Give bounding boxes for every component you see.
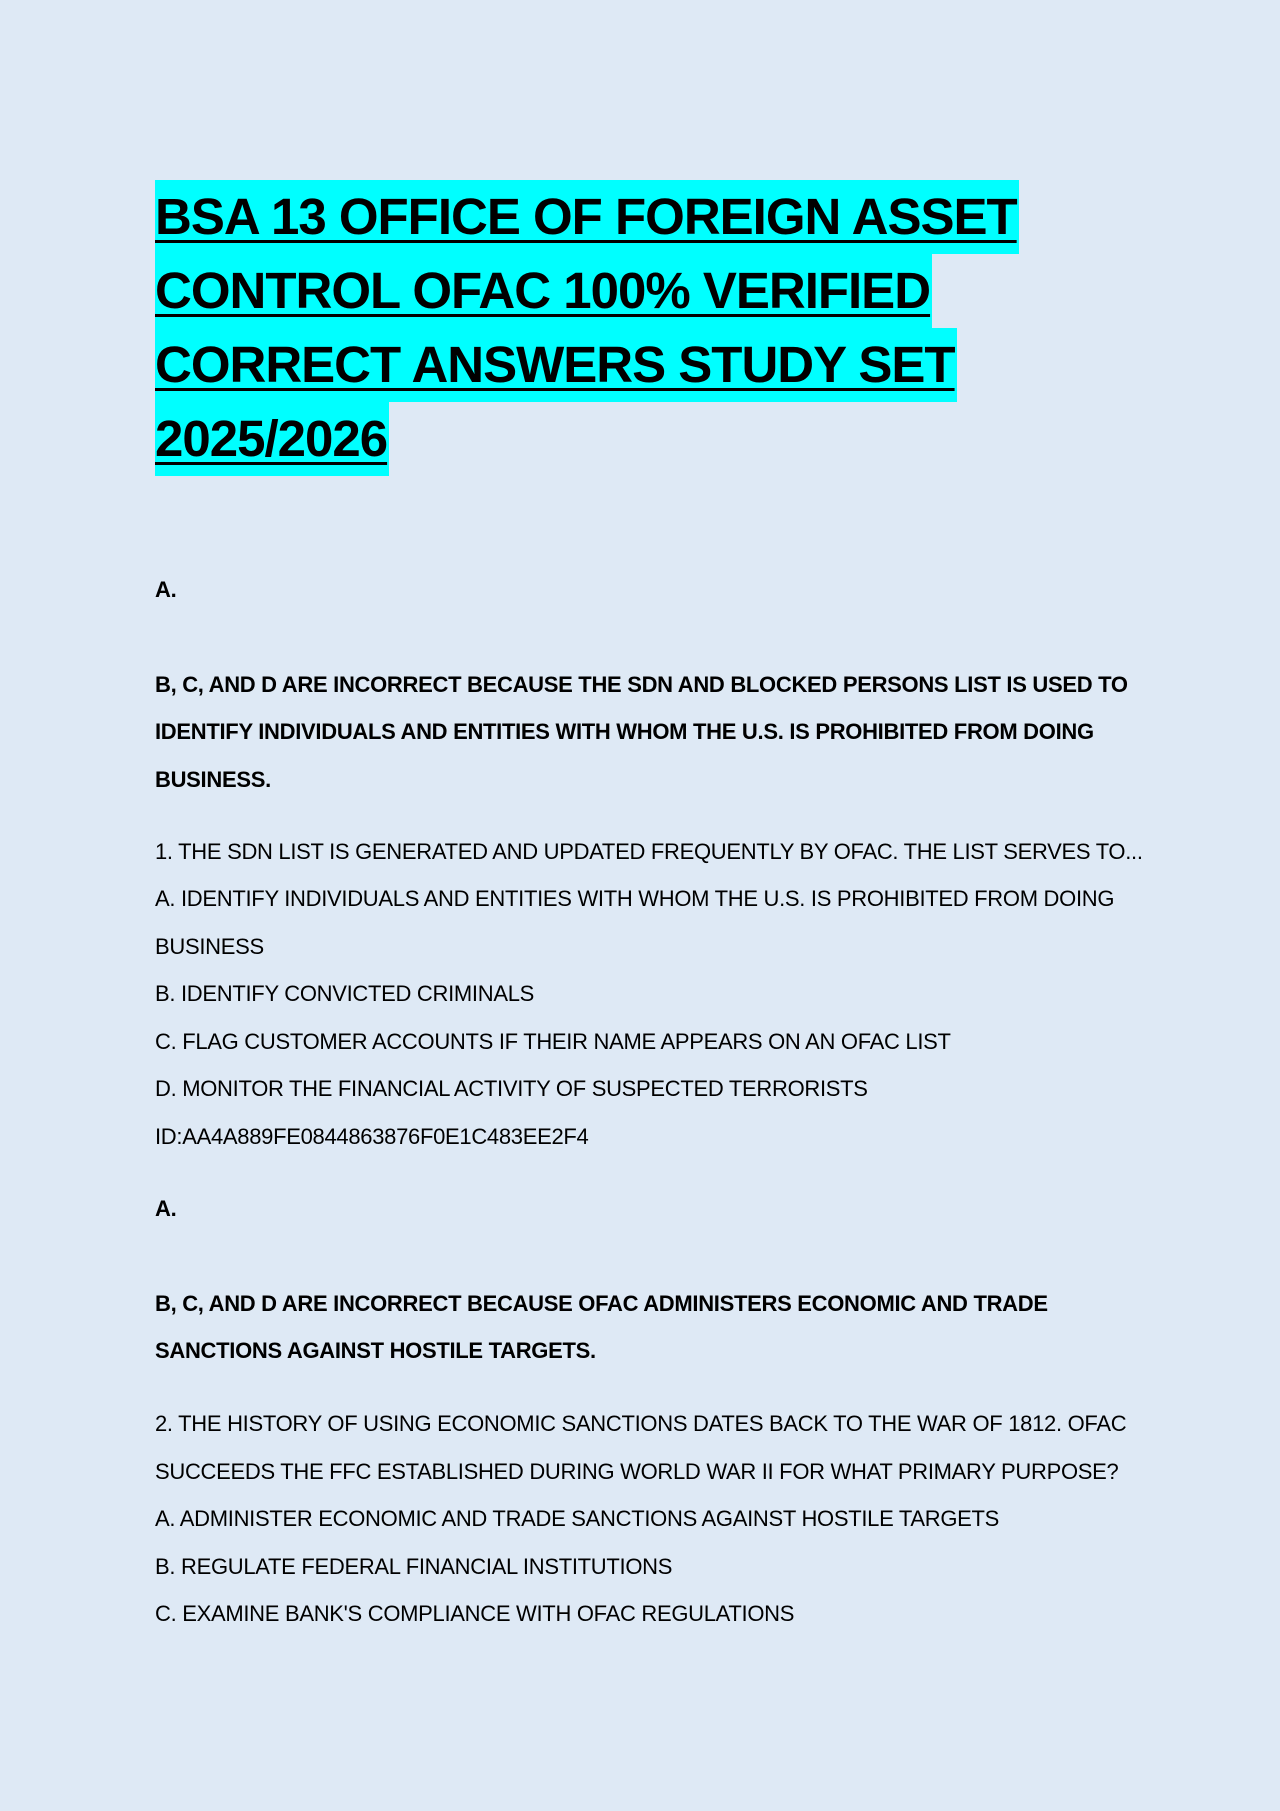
title-line: CORRECT ANSWERS STUDY SET <box>155 328 957 402</box>
rationale-1-line: B, C, AND D ARE INCORRECT BECAUSE THE SDN AND BLOCKED PERSONS LIST IS USED TO <box>155 672 1128 697</box>
question-2-option: B. REGULATE FEDERAL FINANCIAL INSTITUTIONS <box>155 1554 673 1579</box>
question-1-option: BUSINESS <box>155 934 264 959</box>
question-1-option: B. IDENTIFY CONVICTED CRIMINALS <box>155 981 535 1006</box>
rationale-1-line: IDENTIFY INDIVIDUALS AND ENTITIES WITH WHOM THE U.S. IS PROHIBITED FROM DOING <box>155 719 1094 744</box>
question-2-option: C. EXAMINE BANK'S COMPLIANCE WITH OFAC REGULATIONS <box>155 1601 795 1626</box>
answer-2: A. <box>155 1196 177 1221</box>
title-line: CONTROL OFAC 100% VERIFIED <box>155 254 932 328</box>
title-line: 2025/2026 <box>155 402 389 476</box>
question-1-option: D. MONITOR THE FINANCIAL ACTIVITY OF SUSPECTED TERRORISTS <box>155 1076 868 1101</box>
rationale-2-line: SANCTIONS AGAINST HOSTILE TARGETS. <box>155 1338 596 1363</box>
question-1-option: A. IDENTIFY INDIVIDUALS AND ENTITIES WITH WHOM THE U.S. IS PROHIBITED FROM DOING <box>155 886 1115 911</box>
question-2-prompt: 2. THE HISTORY OF USING ECONOMIC SANCTIONS DATES BACK TO THE WAR OF 1812. OFAC <box>155 1411 1127 1436</box>
rationale-2-line: B, C, AND D ARE INCORRECT BECAUSE OFAC ADMINISTERS ECONOMIC AND TRADE <box>155 1291 1048 1316</box>
rationale-1-line: BUSINESS. <box>155 767 271 792</box>
question-1-option: C. FLAG CUSTOMER ACCOUNTS IF THEIR NAME APPEARS ON AN OFAC LIST <box>155 1029 951 1054</box>
title-line: BSA 13 OFFICE OF FOREIGN ASSET <box>155 180 1019 254</box>
document-title <box>155 180 1055 476</box>
answer-1: A. <box>155 577 177 602</box>
question-1-prompt: 1. THE SDN LIST IS GENERATED AND UPDATED FREQUENTLY BY OFAC. THE LIST SERVES TO... <box>155 839 1143 864</box>
question-1-id: ID:AA4A889FE0844863876F0E1C483EE2F4 <box>155 1124 589 1149</box>
question-2-prompt: SUCCEEDS THE FFC ESTABLISHED DURING WORLD WAR II FOR WHAT PRIMARY PURPOSE? <box>155 1459 1119 1484</box>
question-2-option: A. ADMINISTER ECONOMIC AND TRADE SANCTIONS AGAINST HOSTILE TARGETS <box>155 1506 1000 1531</box>
